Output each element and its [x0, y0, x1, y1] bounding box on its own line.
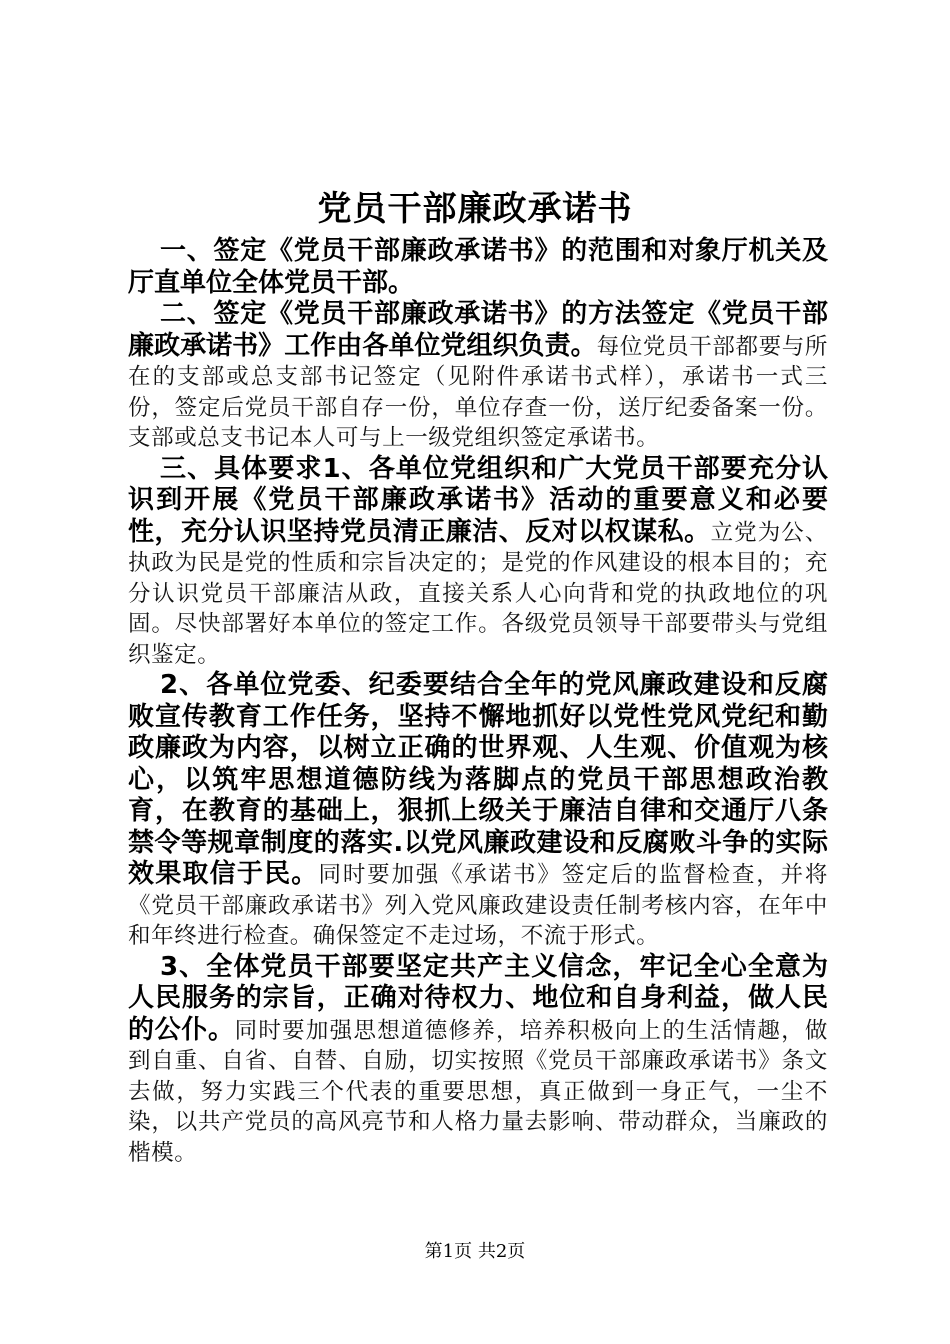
paragraph-4-bold: 2、各单位党委、纪委要结合全年的党风廉政建设和反腐败宣传教育工作任务，坚持不懈地抓好以党性党风党纪和勤政廉政为内容，以树立正确的世界观、人生观、价值观为核心，以筑牢思想道德防线为落脚点的党员干部思想政治教育，在教育的基础上，狠抓上级关于廉洁自律和交通厅八条禁令等规章制度的落实.以党风廉政建设和反腐败斗争的实际效果取信于民。: [128, 670, 828, 889]
paragraph-2: [128, 299, 828, 454]
paragraph-1-bold: 一、签定《党员干部廉政承诺书》的范围和对象厅机关及厅直单位全体党员干部。: [128, 236, 828, 298]
document-body: [128, 236, 828, 1168]
paragraph-3: [128, 454, 828, 671]
paragraph-4-normal: 同时要加强《承诺书》签定后的监督检查，并将《党员干部廉政承诺书》列入党风廉政建设责任制考核内容，在年中和年终进行检查。确保签定不走过场，不流于形式。: [128, 862, 828, 949]
document-title: 党员干部廉政承诺书: [317, 189, 633, 229]
page-footer: 第1页 共2页: [424, 1241, 526, 1262]
paragraph-5-bold: 3、全体党员干部要坚定共产主义信念，牢记全心全意为人民服务的宗旨，正确对待权力、地位和自身利益，做人民的公仆。: [128, 951, 828, 1045]
paragraph-2-bold: 二、签定《党员干部廉政承诺书》的方法签定《党员干部廉政承诺书》工作由各单位党组织负责。: [128, 299, 828, 361]
paragraph-4: [128, 670, 828, 952]
paragraph-3-bold: 三、具体要求1、各单位党组织和广大党员干部要充分认识到开展《党员干部廉政承诺书》活动的重要意义和必要性，充分认识坚持党员清正廉洁、反对以权谋私。: [128, 453, 828, 547]
paragraph-5: [128, 952, 828, 1169]
paragraph-2-normal: 每位党员干部都要与所在的支部或总支部书记签定（见附件承诺书式样），承诺书一式三份，签定后党员干部自存一份，单位存查一份，送厅纪委备案一份。支部或总支书记本人可与上一级党组织签定承诺书。: [128, 333, 828, 451]
paragraph-3-normal: 立党为公、执政为民是党的性质和宗旨决定的；是党的作风建设的根本目的；充分认识党员干部廉洁从政，直接关系人心向背和党的执政地位的巩固。尽快部署好本单位的签定工作。各级党员领导干部要带头与党组织鉴定。: [128, 519, 828, 668]
paragraph-1: [128, 236, 828, 299]
paragraph-5-normal: 同时要加强思想道德修养，培养积极向上的生活情趣，做到自重、自省、自替、自励，切实按照《党员干部廉政承诺书》条文去做，努力实践三个代表的重要思想，真正做到一身正气，一尘不染，以共产党员的高风亮节和人格力量去影响、带动群众，当廉政的楷模。: [128, 1017, 828, 1166]
